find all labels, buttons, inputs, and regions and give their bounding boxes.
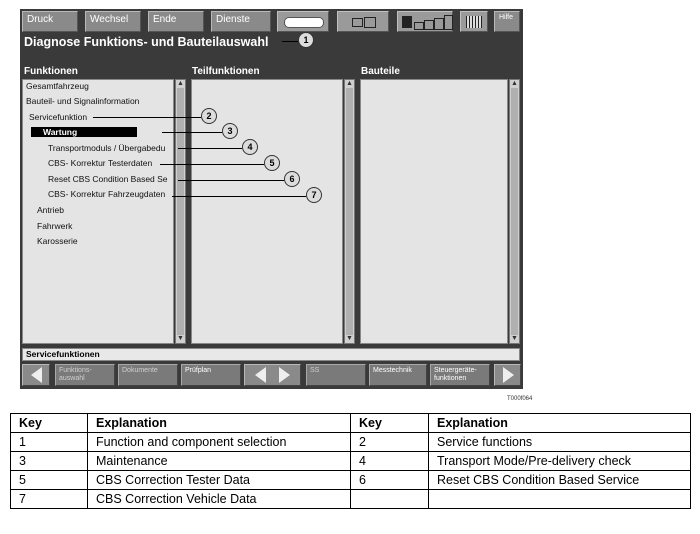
scroll-down-icon[interactable]: ▼ [177, 335, 184, 342]
scroll-up-icon[interactable]: ▲ [511, 80, 518, 87]
callout-7: 7 [306, 187, 322, 203]
callout-1: 1 [298, 32, 314, 48]
column-header: Key [351, 414, 429, 433]
explanation-cell [429, 490, 691, 509]
status-bar: Servicefunktionen [22, 348, 520, 361]
arrow-right-icon[interactable] [279, 367, 290, 383]
page-nav-buttons[interactable] [244, 364, 301, 386]
scroll-down-icon[interactable]: ▼ [346, 335, 353, 342]
column-header: Key [11, 414, 88, 433]
ss-button[interactable]: SS [306, 364, 366, 386]
documents-button[interactable]: Dokumente [118, 364, 178, 386]
diagnosis-screen [20, 9, 523, 389]
table-header-row [11, 414, 691, 433]
services-button[interactable]: Dienste [211, 11, 271, 32]
key-cell: 6 [351, 471, 429, 490]
key-cell: 7 [11, 490, 88, 509]
signal-strength-icon[interactable] [397, 11, 453, 32]
key-cell: 4 [351, 452, 429, 471]
connection-icon[interactable] [337, 11, 389, 32]
list-item[interactable]: Transportmoduls / Übergabedu [48, 143, 166, 153]
callout-leader [162, 132, 222, 133]
list-item[interactable]: Fahrwerk [37, 221, 73, 231]
callout-leader [282, 41, 298, 42]
key-cell: 1 [11, 433, 88, 452]
print-button[interactable]: Druck [22, 11, 78, 32]
list-item[interactable]: Bauteil- und Signalinformation [26, 96, 140, 106]
functions-list[interactable] [22, 79, 174, 344]
list-item[interactable]: Servicefunktion [29, 112, 88, 122]
callout-2: 2 [201, 108, 217, 124]
key-table [10, 413, 691, 509]
help-button[interactable]: Hilfe [494, 11, 520, 32]
subfunctions-scrollbar[interactable] [344, 79, 355, 344]
callout-leader [160, 164, 264, 165]
list-item[interactable]: CBS- Korrektur Testerdaten [48, 158, 153, 168]
explanation-cell: Transport Mode/Pre-delivery check [429, 452, 691, 471]
switch-button[interactable]: Wechsel [85, 11, 141, 32]
callout-3: 3 [222, 123, 238, 139]
column-header: Explanation [429, 414, 691, 433]
explanation-cell: Maintenance [88, 452, 351, 471]
image-id: T000f064 [507, 396, 533, 402]
battery-icon[interactable] [277, 11, 329, 32]
list-item[interactable]: Gesamtfahrzeug [26, 81, 89, 91]
explanation-cell: Function and component selection [88, 433, 351, 452]
callout-leader [178, 180, 284, 181]
key-cell: 3 [11, 452, 88, 471]
explanation-cell: CBS Correction Vehicle Data [88, 490, 351, 509]
list-item[interactable]: Reset CBS Condition Based Se [48, 174, 168, 184]
function-selection-button[interactable]: Funktions-auswahl [55, 364, 115, 386]
explanation-cell: Service functions [429, 433, 691, 452]
explanation-cell: Reset CBS Condition Based Service [429, 471, 691, 490]
callout-leader [172, 196, 306, 197]
control-unit-functions-button[interactable]: Steuergeräte-funktionen [430, 364, 490, 386]
page-title: Diagnose Funktions- und Bauteilauswahl [24, 35, 269, 49]
scroll-up-icon[interactable]: ▲ [177, 80, 184, 87]
components-header: Bauteile [361, 66, 400, 77]
list-item-selected[interactable]: Wartung [31, 127, 137, 137]
list-item[interactable]: Karosserie [37, 236, 78, 246]
scroll-up-icon[interactable]: ▲ [346, 80, 353, 87]
callout-leader [178, 148, 242, 149]
callout-4: 4 [242, 139, 258, 155]
arrow-left-icon [31, 367, 42, 383]
test-plan-button[interactable]: Prüfplan [181, 364, 241, 386]
table-row [11, 471, 691, 490]
measurement-button[interactable]: Messtechnik [369, 364, 427, 386]
functions-scrollbar[interactable] [175, 79, 186, 344]
key-cell: 2 [351, 433, 429, 452]
back-button[interactable] [22, 364, 50, 386]
table-row [11, 490, 691, 509]
subfunctions-header: Teilfunktionen [192, 66, 260, 77]
components-list[interactable] [360, 79, 508, 344]
functions-header: Funktionen [24, 66, 78, 77]
column-header: Explanation [88, 414, 351, 433]
scroll-down-icon[interactable]: ▼ [511, 335, 518, 342]
key-cell [351, 490, 429, 509]
table-row [11, 433, 691, 452]
list-item[interactable]: CBS- Korrektur Fahrzeugdaten [48, 189, 166, 199]
components-scrollbar[interactable] [509, 79, 520, 344]
forward-button[interactable] [494, 364, 521, 386]
arrow-right-icon [503, 367, 514, 383]
table-row [11, 452, 691, 471]
end-button[interactable]: Ende [148, 11, 204, 32]
callout-leader [93, 117, 201, 118]
callout-5: 5 [264, 155, 280, 171]
list-item[interactable]: Antrieb [37, 205, 64, 215]
arrow-left-icon[interactable] [255, 367, 266, 383]
callout-6: 6 [284, 171, 300, 187]
key-cell: 5 [11, 471, 88, 490]
barcode-icon[interactable] [460, 11, 488, 32]
explanation-cell: CBS Correction Tester Data [88, 471, 351, 490]
